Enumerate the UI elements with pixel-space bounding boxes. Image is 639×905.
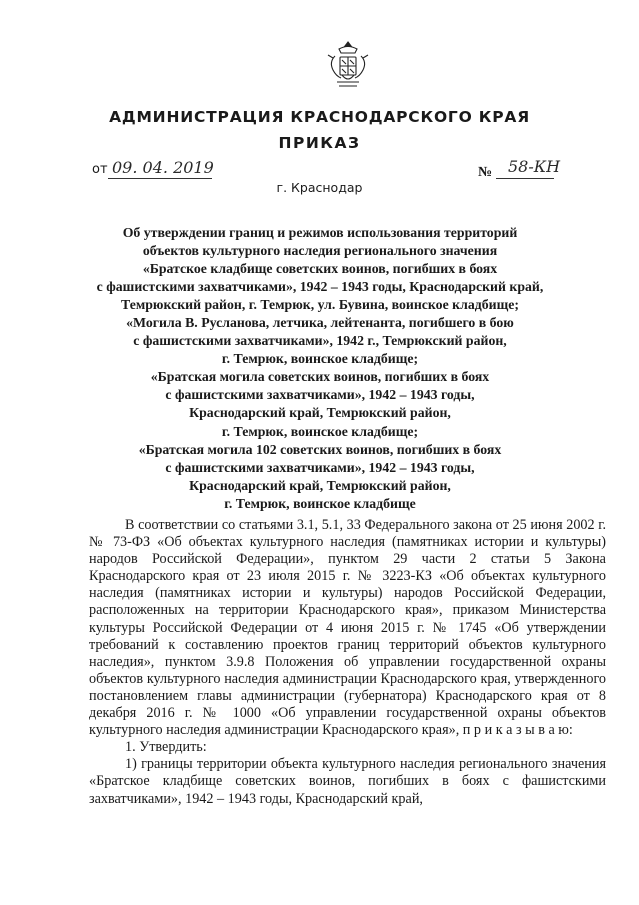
coat-of-arms-emblem xyxy=(325,40,371,92)
number-label: № xyxy=(478,165,493,180)
heading-line: объектов культурного наследия регионального значения xyxy=(142,243,498,259)
number-underline xyxy=(496,178,554,179)
heading-line: с фашистскими захватчиками», 1942 г., Темрюкский район, xyxy=(133,333,507,349)
body-item-1: 1. Утвердить: xyxy=(125,739,207,756)
heading-line: Краснодарский край, Темрюкский район, xyxy=(189,477,451,493)
handwritten-date: 09. 04. 2019 xyxy=(112,158,214,177)
heading-line: «Братская могила 102 советских воинов, погибших в боях xyxy=(138,441,502,457)
heading-line: Об утверждении границ и режимов использования территорий xyxy=(122,225,518,240)
order-heading xyxy=(80,224,560,513)
heading-line: с фашистскими захватчиками», 1942 – 1943 годы, Краснодарский край, xyxy=(96,279,544,295)
heading-line: г. Темрюк, воинское кладбище; xyxy=(221,351,419,367)
heading-line: с фашистскими захватчиками», 1942 – 1943 годы, xyxy=(165,387,475,403)
heading-line: «Могила В. Русланова, летчика, лейтенанта, погибшего в бою xyxy=(126,315,514,331)
handwritten-number: 58-КН xyxy=(508,157,561,176)
order-body xyxy=(89,517,606,808)
heading-line: Темрюкский район, г. Темрюк, ул. Бувина, воинское кладбище; xyxy=(121,297,519,313)
heading-line: «Братское кладбище советских воинов, погибших в боях xyxy=(142,261,498,277)
date-prefix: от xyxy=(92,162,108,177)
date-underline xyxy=(108,178,212,179)
heading-line: г. Темрюк, воинское кладбище; xyxy=(221,423,419,439)
organization-title: АДМИНИСТРАЦИЯ КРАСНОДАРСКОГО КРАЯ xyxy=(109,108,530,126)
heading-line: с фашистскими захватчиками», 1942 – 1943 годы, xyxy=(165,459,475,475)
date-value xyxy=(112,158,214,177)
heading-line: Краснодарский край, Темрюкский район, xyxy=(189,405,451,421)
body-paragraph-main: В соответствии со статьями 3.1, 5.1, 33 Федерального закона от 25 июня 2002 г. № 73-ФЗ «Об объектах культурного наследия (памятниках истории и культуры) народов Российской Федерации», пунктом 29 части 2 статьи 5 Закона Краснодарского края от 23 июля 2015 г. № 3223-КЗ «Об объектах культурного наследия (памятниках истории и культуры) народов Российской Федерации, расположенных на территории Краснодарского края», приказом Министерства культуры Российской Федерации от 4 июня 2015 г. № 1745 «Об утверждении требований к составлению проектов границ территорий объектов культурного наследия», пунктом 3.9.8 Положения об управлении государственной охраны объектов культурного наследия администрации Краснодарского края, утвержденного постановлением главы администрации (губернатора) Краснодарского края от 8 декабря 2016 г. № 1000 «Об управлении государственной охраны объектов культурного наследия администрации Краснодарского края», п р и к а з ы в а ю: xyxy=(89,517,606,739)
city-label: г. Краснодар xyxy=(276,180,363,195)
body-item-1-1: 1) границы территории объекта культурного наследия регионального значения «Братское кладбище советских воинов, погибших в боях с фашистскими захватчиками», 1942 – 1943 годы, Краснодарский край, xyxy=(89,756,606,807)
number-value xyxy=(508,157,560,177)
document-type: ПРИКАЗ xyxy=(278,134,361,152)
heading-line: г. Темрюк, воинское кладбище xyxy=(224,495,416,511)
heading-line: «Братская могила советских воинов, погибших в боях xyxy=(150,369,490,385)
